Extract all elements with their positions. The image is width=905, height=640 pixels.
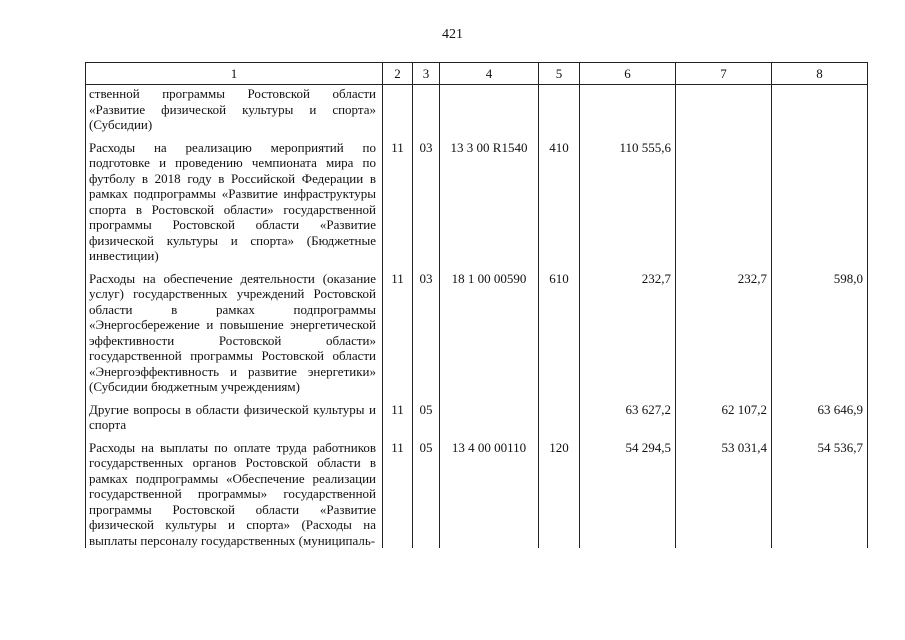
- cell-expense-type: [539, 85, 580, 133]
- cell-expense-type: [539, 395, 580, 433]
- table-header-row: [86, 63, 868, 85]
- cell-amount-1: 232,7: [580, 264, 676, 395]
- cell-amount-2: [676, 85, 772, 133]
- column-header: 6: [580, 63, 676, 85]
- cell-amount-3: 598,0: [772, 264, 868, 395]
- cell-expense-type: 410: [539, 133, 580, 264]
- cell-target-article: 13 3 00 R1540: [440, 133, 539, 264]
- cell-target-article: 13 4 00 00110: [440, 433, 539, 549]
- cell-target-article: [440, 395, 539, 433]
- cell-subsection: [413, 85, 440, 133]
- cell-amount-1: 54 294,5: [580, 433, 676, 549]
- cell-amount-1: 63 627,2: [580, 395, 676, 433]
- row-description: Расходы на обеспечение деятельности (оказание услуг) государственных учреждений Ростовской области в рамках подпрограммы «Энергосбережение и повышение энергетической эффективности Ростовской области» государственной программы Ростовской области «Энергоэффективность и развитие энергетики» (Субсидии бюджетным учреждениям): [86, 264, 383, 395]
- cell-amount-3: [772, 85, 868, 133]
- cell-section: [383, 85, 413, 133]
- row-description: Другие вопросы в области физической культуры и спорта: [86, 395, 383, 433]
- cell-amount-3: 54 536,7: [772, 433, 868, 549]
- column-header: 2: [383, 63, 413, 85]
- cell-amount-1: [580, 85, 676, 133]
- cell-subsection: 03: [413, 133, 440, 264]
- column-header: 1: [86, 63, 383, 85]
- cell-target-article: [440, 85, 539, 133]
- cell-section: 11: [383, 264, 413, 395]
- column-header: 3: [413, 63, 440, 85]
- column-header: 4: [440, 63, 539, 85]
- cell-amount-3: [772, 133, 868, 264]
- budget-table: [85, 62, 868, 548]
- cell-amount-2: 53 031,4: [676, 433, 772, 549]
- column-header: 7: [676, 63, 772, 85]
- column-header: 5: [539, 63, 580, 85]
- cell-amount-3: 63 646,9: [772, 395, 868, 433]
- cell-subsection: 03: [413, 264, 440, 395]
- page-number: 421: [442, 27, 463, 42]
- table-row: [86, 85, 868, 133]
- table-row: [86, 433, 868, 549]
- table-row: [86, 264, 868, 395]
- row-description: Расходы на выплаты по оплате труда работников государственных органов Ростовской области в рамках подпрограммы «Обеспечение реализации государственной программы» государственной программы Ростовской области «Развитие физической культуры и спорта» (Расходы на выплаты персоналу государственных (муниципаль-: [86, 433, 383, 549]
- row-description: ственной программы Ростовской области «Развитие физической культуры и спорта» (Субсидии): [86, 85, 383, 133]
- cell-expense-type: 610: [539, 264, 580, 395]
- cell-target-article: 18 1 00 00590: [440, 264, 539, 395]
- table-row: [86, 395, 868, 433]
- cell-section: 11: [383, 433, 413, 549]
- cell-amount-2: 62 107,2: [676, 395, 772, 433]
- row-description: Расходы на реализацию мероприятий по подготовке и проведению чемпионата мира по футболу в 2018 году в Российской Федерации в рамках подпрограммы «Развитие инфраструктуры спорта в Ростовской области» государственной программы Ростовской области «Развитие физической культуры и спорта» (Бюджетные инвестиции): [86, 133, 383, 264]
- column-header: 8: [772, 63, 868, 85]
- cell-amount-1: 110 555,6: [580, 133, 676, 264]
- table-row: [86, 133, 868, 264]
- cell-section: 11: [383, 395, 413, 433]
- cell-subsection: 05: [413, 395, 440, 433]
- cell-section: 11: [383, 133, 413, 264]
- cell-amount-2: 232,7: [676, 264, 772, 395]
- cell-expense-type: 120: [539, 433, 580, 549]
- cell-amount-2: [676, 133, 772, 264]
- cell-subsection: 05: [413, 433, 440, 549]
